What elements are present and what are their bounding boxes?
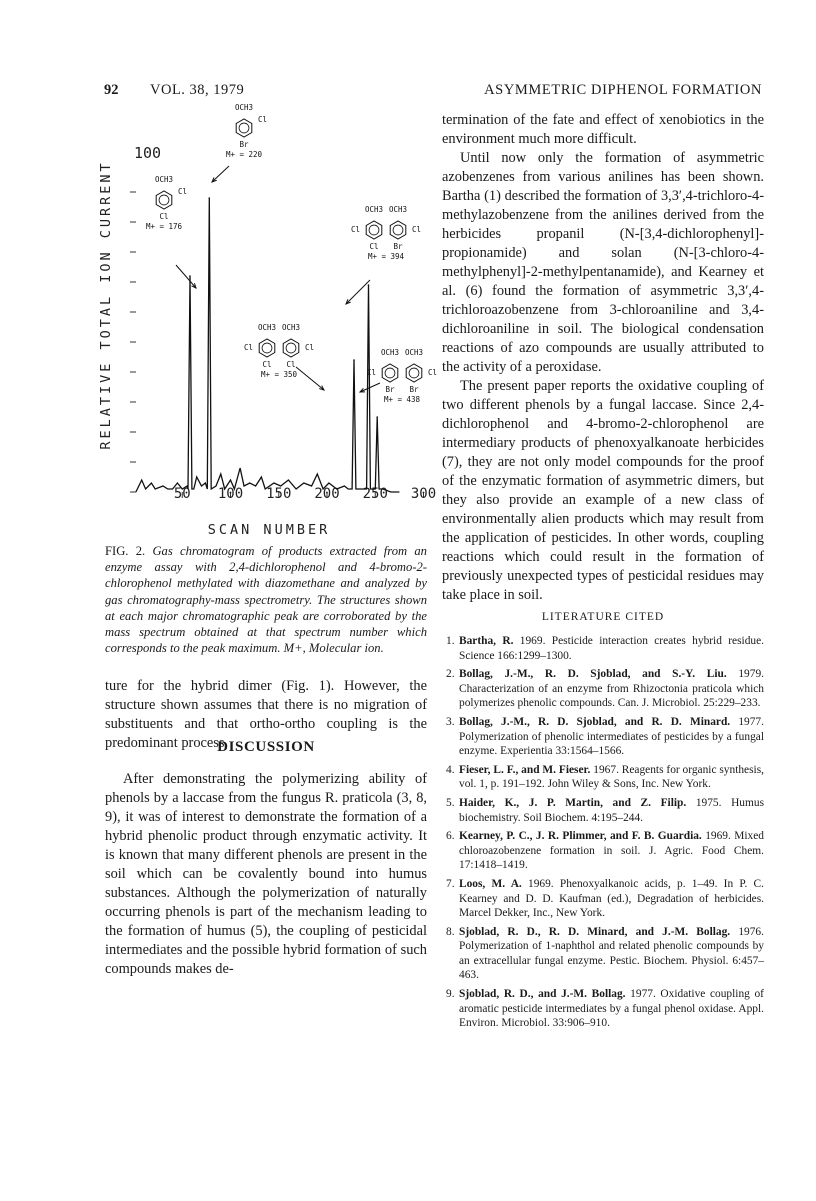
chromatogram-line bbox=[136, 198, 400, 492]
reference-list bbox=[442, 634, 764, 1035]
reference-details: 1979. Characterization of an enzyme from Rhizoctonia praticola which polymerizes phenolic compounds. Can. J. Microbiol. 25:229–233. bbox=[459, 668, 764, 710]
structure-atom-label: Cl bbox=[159, 212, 169, 221]
structure-atom-label: Cl bbox=[369, 242, 379, 251]
aromatic-circle-icon bbox=[409, 368, 419, 378]
reference-details: 1969. Mixed chloroazobenzene formation in soil. J. Agric. Food Chem. 17:1418–1419. bbox=[459, 830, 764, 872]
reference-number: 3. bbox=[446, 715, 455, 728]
peak-apex bbox=[208, 197, 210, 199]
structure-atom-label: Cl bbox=[258, 115, 268, 124]
structure-atom-label: M+ = 176 bbox=[145, 222, 183, 231]
discussion-paragraph: After demonstrating the polymerizing ability of phenols by a laccase from the fungus R. praticola (3, 8, 9), it was of interest to demonstrate the formation of a hybrid phenolic product through enzymatic activity. It is known that many different phenols are present in the soil which can be covalently bound into humus substances. Although the polymerization of naturally occurring phenols is part of the mechanism leading to the formation of humus (5), the coupling of pesticidal intermediates and the possible hybrid formation of such compounds makes de- bbox=[105, 771, 427, 977]
structure-atom-label: OCH3 bbox=[364, 205, 384, 214]
x-tick-label: 300 bbox=[410, 486, 437, 502]
reference-authors: Bartha, R. bbox=[459, 635, 514, 647]
y-axis-top-label: 100 bbox=[134, 144, 162, 162]
benzene-ring-icon bbox=[283, 339, 299, 357]
structure-atom-label: OCH3 bbox=[281, 323, 301, 332]
x-tick-label: 100 bbox=[217, 486, 244, 502]
benzene-ring-icon bbox=[236, 119, 252, 137]
reference-details: 1977. Polymerization of phenolic intermediates of pesticides by a fungal enzyme. Experientia 33:1564–1566. bbox=[459, 715, 764, 758]
structure-atom-label: Br bbox=[385, 385, 395, 394]
structure-atom-label: M+ = 350 bbox=[260, 370, 298, 379]
structure-atom-label: M+ = 220 bbox=[225, 150, 263, 159]
structure-atom-label: Cl bbox=[412, 225, 422, 234]
y-axis-label: RELATIVE TOTAL ION CURRENT bbox=[98, 160, 114, 450]
reference-authors: Fieser, L. F., and M. Fieser. bbox=[459, 763, 591, 776]
reference-number: 6. bbox=[446, 830, 455, 843]
reference-authors: Kearney, P. C., J. R. Plimmer, and F. B. Guardia. bbox=[459, 830, 702, 843]
structure-atom-label: Cl bbox=[366, 368, 376, 377]
peak-apex bbox=[376, 416, 378, 418]
peak-apex bbox=[189, 275, 191, 277]
reference-authors: Sjoblad, R. D., R. D. Minard, and J.-M. Bollag. bbox=[459, 925, 731, 938]
running-title: ASYMMETRIC DIPHENOL FORMATION bbox=[484, 82, 762, 98]
reference-details: 1976. Polymerization of 1-naphthol and related phenolic compounds by an extracellular fungal enzyme. Pestic. Biochem. Physiol. 6:457–463. bbox=[459, 925, 764, 982]
structure-atom-label: OCH3 bbox=[257, 323, 277, 332]
figure-caption-text: Gas chromatogram of products extracted from an enzyme assay with 2,4-dichlorophenol and 4-bromo-2-chlorophenol methylated with diazomethane and analyzed by gas chromatography-mass spectrometry. The structures shown at each major chromatographic peak are corroborated by the mass spectrum obtained at that spectrum number which corresponds to the peak maximum. M+, Molecular ion. bbox=[105, 544, 427, 656]
reference-details: 1969. Phenoxyalkanoic acids, p. 1–49. In P. C. Kearney and D. D. Kaufman (ed.), Degradation of herbicides. Marcel Dekker, Inc., New York. bbox=[459, 877, 764, 920]
aromatic-circle-icon bbox=[159, 195, 169, 205]
reference-number: 2. bbox=[446, 668, 455, 681]
structure-atom-label: Cl bbox=[243, 343, 253, 352]
benzene-ring-icon bbox=[406, 364, 422, 382]
structure-atom-label: Br bbox=[239, 140, 249, 149]
structure-atom-label: OCH3 bbox=[380, 348, 400, 357]
benzene-ring-icon bbox=[366, 221, 382, 239]
structure-atom-label: Cl bbox=[428, 368, 438, 377]
reference-number: 5. bbox=[446, 796, 455, 809]
structure-atom-label: OCH3 bbox=[404, 348, 424, 357]
figure-caption bbox=[105, 543, 427, 656]
aromatic-circle-icon bbox=[239, 123, 249, 133]
structure-atom-label: Br bbox=[393, 242, 403, 251]
structure-atom-label: M+ = 394 bbox=[367, 252, 405, 261]
reference-item bbox=[442, 715, 764, 759]
structure-atom-label: Br bbox=[409, 385, 419, 394]
reference-item bbox=[442, 877, 764, 921]
structure-atom-label: Cl bbox=[350, 225, 360, 234]
reference-details: 1967. Reagents for organic synthesis, vol. 1, p. 191–192. John Wiley & Sons, Inc. New York. bbox=[459, 763, 764, 791]
continuation-paragraph: ture for the hybrid dimer (Fig. 1). However, the structure shown assumes that there is no migration of substituents and that ortho-ortho coupling is the predominant process. bbox=[105, 678, 427, 751]
reference-number: 7. bbox=[446, 877, 455, 890]
benzene-ring-icon bbox=[259, 339, 275, 357]
section-heading-discussion: DISCUSSION bbox=[217, 739, 315, 755]
right-paragraph-1: termination of the fate and effect of xenobiotics in the environment much more difficult. bbox=[442, 112, 764, 147]
figure-caption-label: FIG. 2. bbox=[105, 544, 146, 558]
peak-structure-group bbox=[360, 348, 437, 404]
aromatic-circle-icon bbox=[393, 225, 403, 235]
reference-item bbox=[442, 925, 764, 983]
reference-details: 1969. Pesticide interaction creates hybrid residue. Science 166:1299–1300. bbox=[459, 635, 764, 662]
peak-structure-group bbox=[146, 175, 196, 288]
peak-apex bbox=[353, 359, 355, 361]
benzene-ring-icon bbox=[156, 191, 172, 209]
structure-atom-label: M+ = 438 bbox=[383, 395, 421, 404]
x-axis-label: SCAN NUMBER bbox=[207, 522, 331, 538]
literature-heading: LITERATURE CITED bbox=[541, 611, 665, 623]
page-number: 92 bbox=[104, 82, 119, 98]
reference-number: 9. bbox=[446, 988, 455, 1001]
reference-authors: Bollag, J.-M., R. D. Sjoblad, and R. D. Minard. bbox=[459, 715, 731, 728]
structure-atom-label: Cl bbox=[262, 360, 272, 369]
aromatic-circle-icon bbox=[286, 343, 296, 353]
reference-authors: Bollag, J.-M., R. D. Sjoblad, and S.-Y. Liu. bbox=[459, 668, 727, 681]
reference-number: 8. bbox=[446, 925, 455, 938]
right-paragraph-3: The present paper reports the oxidative coupling of two different phenols by a fungal laccase. Since 2,4-dichlorophenol and 4-bromo-2-chlorophenol are intermediary products of phenoxyalkanoate herbicides (7), they are not only model compounds for the proof of the enzymatic formation of asymmetric dimers, but they also provide an example of a new class of environmentally alien products which may result from the application of pesticides. In other words, coupling reactions which could result in the formation of previously unexpected types of pesticidal residues may take place in soil. bbox=[442, 378, 764, 603]
reference-details: 1977. Oxidative coupling of aromatic pesticide intermediates by a fungal phenol oxidase. Appl. Environ. Microbiol. 33:906–910. bbox=[459, 988, 764, 1030]
aromatic-circle-icon bbox=[262, 343, 272, 353]
reference-item bbox=[442, 634, 764, 663]
reference-item bbox=[442, 987, 764, 1031]
reference-item bbox=[442, 829, 764, 873]
peak-structure-group bbox=[212, 103, 267, 182]
aromatic-circle-icon bbox=[369, 225, 379, 235]
reference-authors: Haider, K., J. P. Martin, and Z. Filip. bbox=[459, 796, 687, 809]
left-column-discussion bbox=[105, 770, 427, 979]
right-column-body bbox=[442, 111, 764, 605]
structure-atom-label: Cl bbox=[305, 343, 315, 352]
reference-item bbox=[442, 763, 764, 792]
x-tick-label: 200 bbox=[314, 486, 340, 502]
arrow-icon bbox=[176, 265, 196, 288]
benzene-ring-icon bbox=[382, 364, 398, 382]
arrow-icon bbox=[212, 166, 229, 182]
reference-details: 1975. Humus biochemistry. Soil Biochem. 4:195–244. bbox=[459, 796, 764, 824]
reference-number: 4. bbox=[446, 763, 455, 776]
y-axis-ticks bbox=[130, 192, 136, 492]
x-tick-label: 250 bbox=[362, 486, 388, 502]
peak-structure-group bbox=[244, 323, 324, 390]
figure-chromatogram bbox=[84, 100, 438, 540]
reference-item bbox=[442, 796, 764, 825]
structure-atom-label: OCH3 bbox=[234, 103, 254, 112]
benzene-ring-icon bbox=[390, 221, 406, 239]
x-tick-label: 50 bbox=[173, 486, 191, 502]
chromatogram-chart bbox=[84, 100, 438, 540]
structure-atom-label: OCH3 bbox=[388, 205, 408, 214]
peak-structure-group bbox=[346, 205, 421, 304]
structure-atom-label: OCH3 bbox=[154, 175, 174, 184]
reference-authors: Sjoblad, R. D., and J.-M. Bollag. bbox=[459, 988, 626, 1001]
chromatogram-trace bbox=[136, 197, 400, 492]
x-tick-label: 150 bbox=[266, 486, 292, 502]
structure-atom-label: Cl bbox=[286, 360, 296, 369]
structure-atom-label: Cl bbox=[178, 187, 188, 196]
reference-authors: Loos, M. A. bbox=[459, 877, 522, 890]
reference-item bbox=[442, 667, 764, 711]
right-paragraph-2: Until now only the formation of asymmetric azobenzenes from various anilines has been shown. Bartha (1) described the formation of 3,3′,4-trichloro-4-methylazobenzene from the anilines derived from the herbicides propanil (N-[3,4-dichlorophenyl]-propionamide) and solan (N-[3-chloro-4-methylphenyl]-2-methylpentanamide), and Kearney et al. (6) found the formation of asymmetric 3,3′,4-trichloroazobenzene from 3-chloroaniline and 3,4-dichloroaniline in soil. The biological condensation reactions of azo compounds are usually attributed to the activity of a peroxidase. bbox=[442, 150, 764, 375]
volume-info: VOL. 38, 1979 bbox=[150, 82, 245, 98]
aromatic-circle-icon bbox=[385, 368, 395, 378]
arrow-icon bbox=[296, 367, 324, 390]
arrow-icon bbox=[346, 280, 370, 304]
peak-apex bbox=[368, 284, 370, 286]
reference-number: 1. bbox=[446, 635, 455, 647]
